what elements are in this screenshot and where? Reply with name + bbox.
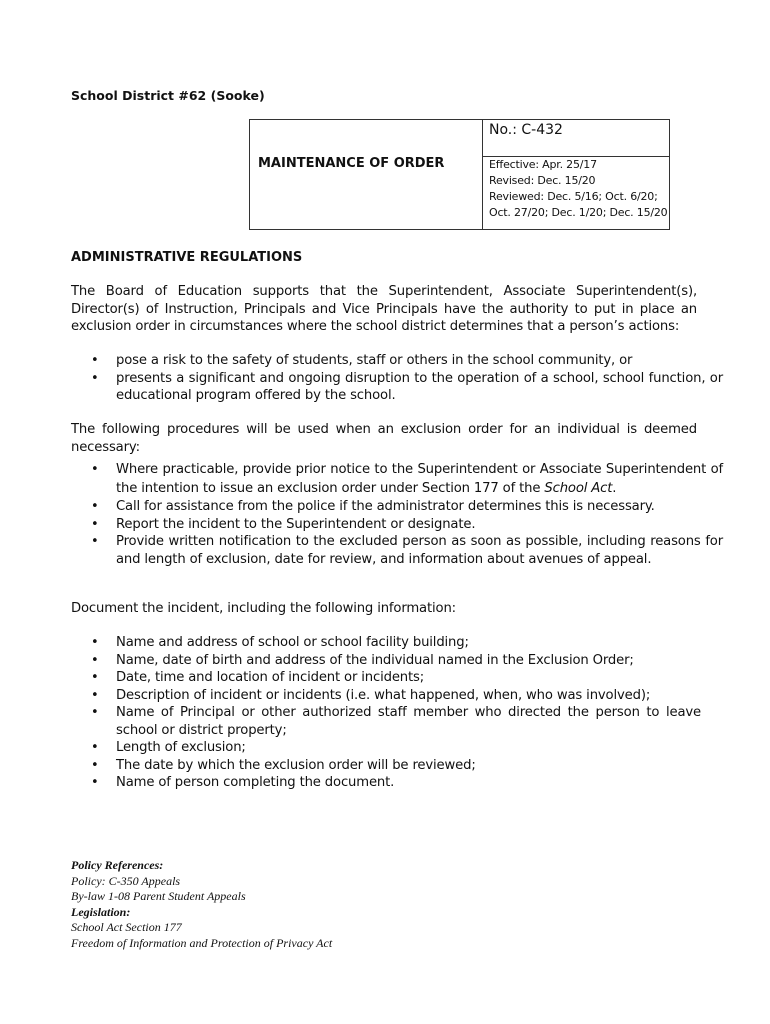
actions-list <box>91 352 723 405</box>
list-item: • Name and address of school or school facility building; <box>91 634 701 652</box>
document-items-list <box>91 634 701 792</box>
legislation-label: Legislation: <box>71 904 131 919</box>
procedures-list <box>91 460 723 568</box>
list-item <box>91 460 723 498</box>
policy-references-label: Policy References: <box>71 858 164 872</box>
references-block <box>71 858 332 951</box>
procedure-end: . <box>612 481 617 496</box>
list-item: • pose a risk to the safety of students, staff or others in the school community, or <box>91 352 723 370</box>
section-heading: ADMINISTRATIVE REGULATIONS <box>71 250 303 265</box>
legislation-reference: School Act Section 177 <box>71 920 182 934</box>
district-name: School District #62 (Sooke) <box>71 88 265 103</box>
list-item: • Name of Principal or other authorized staff member who directed the person to leave school or district property; <box>91 704 701 739</box>
intro-paragraph: The Board of Education supports that the Superintendent, Associate Superintendent(s), Director(s) of Instruction, Principals and Vice Principals have the authority to put in place an exclusion order in circumstances where the school district determines that a person’s actions: <box>71 284 697 334</box>
reviewed-dates-cont: Oct. 27/20; Dec. 1/20; Dec. 15/20 <box>489 206 668 219</box>
procedure-text: Where practicable, provide prior notice to the Superintendent or Associate Superintendent of the intention to issue an exclusion order under Section 177 of the <box>116 462 723 496</box>
reviewed-dates: Reviewed: Dec. 5/16; Oct. 6/20; <box>489 190 658 203</box>
list-item: • Length of exclusion; <box>91 739 701 757</box>
list-item: • Provide written notification to the excluded person as soon as possible, including reasons for and length of exclusion, date for review, and information about avenues of appeal. <box>91 533 723 568</box>
procedures-intro: The following procedures will be used when an exclusion order for an individual is deemed necessary: <box>71 422 697 455</box>
revised-date: Revised: Dec. 15/20 <box>489 174 596 187</box>
list-item: • Date, time and location of incident or incidents; <box>91 669 701 687</box>
effective-date: Effective: Apr. 25/17 <box>489 158 597 171</box>
policy-header-table <box>249 119 670 230</box>
list-item: • Call for assistance from the police if the administrator determines this is necessary. <box>91 498 723 516</box>
policy-dates <box>489 157 667 221</box>
bylaw-reference: By-law 1-08 Parent Student Appeals <box>71 889 246 903</box>
school-act-citation: School Act <box>544 481 613 496</box>
list-item: • Report the incident to the Superintendent or designate. <box>91 516 723 534</box>
table-divider-vertical <box>482 120 483 229</box>
list-item: • presents a significant and ongoing disruption to the operation of a school, school function, or educational program offered by the school. <box>91 370 723 405</box>
document-intro: Document the incident, including the following information: <box>71 601 456 616</box>
list-item: • Name of person completing the document. <box>91 774 701 792</box>
list-item: • The date by which the exclusion order will be reviewed; <box>91 757 701 775</box>
policy-title: MAINTENANCE OF ORDER <box>258 156 445 171</box>
policy-reference: Policy: C-350 Appeals <box>71 873 181 888</box>
list-item: • Description of incident or incidents (i.e. what happened, when, who was involved); <box>91 687 701 705</box>
policy-number: No.: C-432 <box>489 122 563 138</box>
legislation-reference: Freedom of Information and Protection of Privacy Act <box>71 935 333 950</box>
list-item: • Name, date of birth and address of the individual named in the Exclusion Order; <box>91 652 701 670</box>
